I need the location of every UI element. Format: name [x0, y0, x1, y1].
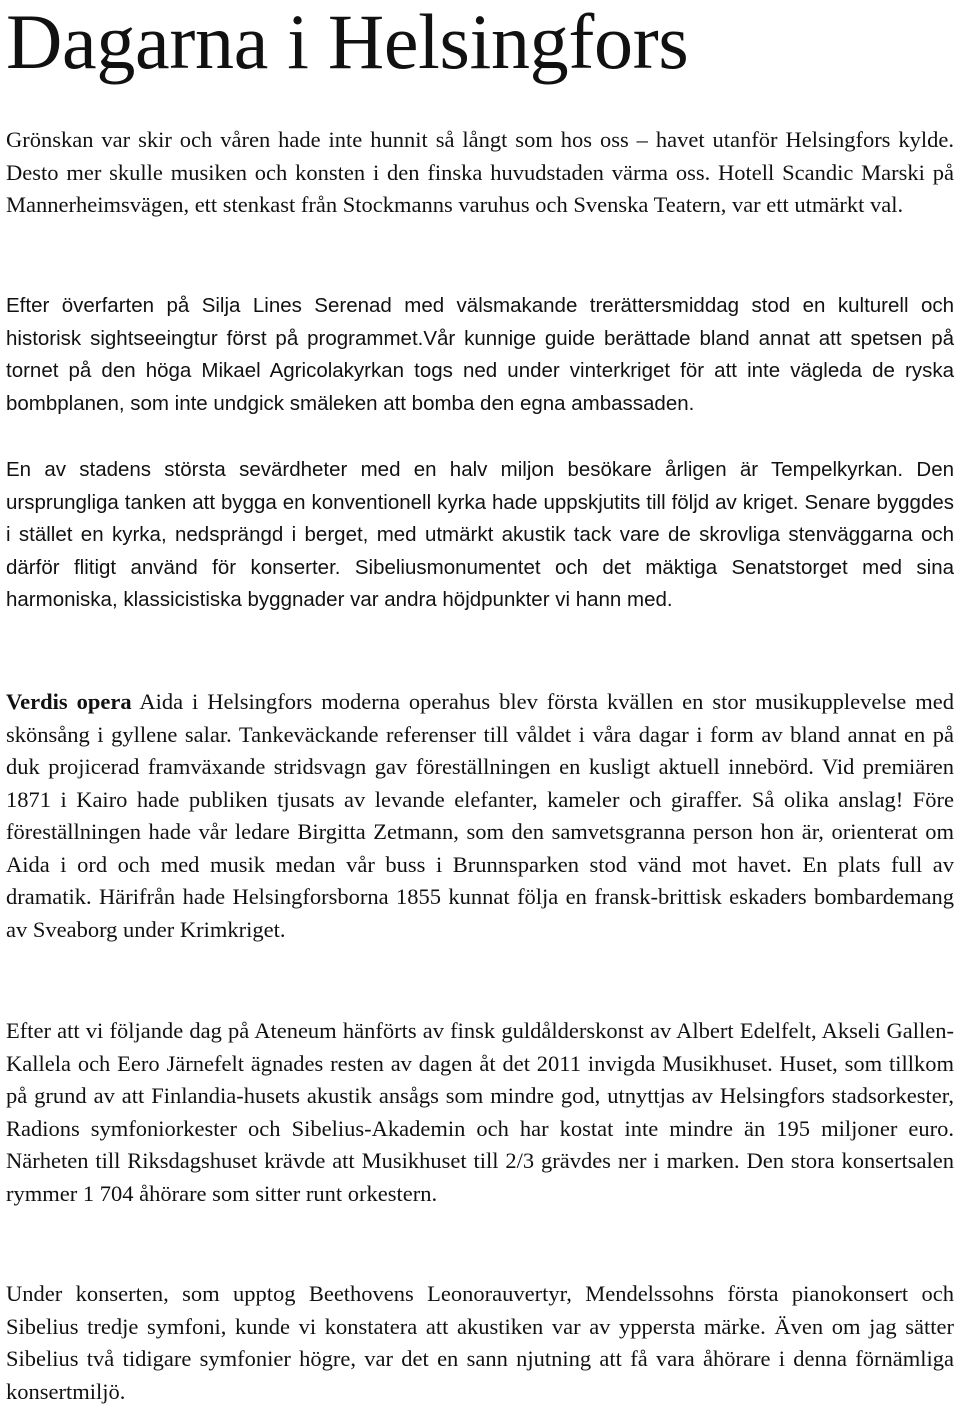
musikhuset-paragraph: Efter att vi följande dag på Ateneum hänförts av finsk guldålderskonst av Albert Edelfelt, Akseli Gallen-Kallela och Eero Järnefelt ägnades resten av dagen åt det 2011 invigda Musikhuset. Huset, som tillkom på grund av att Finlandia-husets akustik ansågs som mindre god, utnyttjas av Helsingfors stadsorkester, Radions symfoniorkester och Sibelius-Akademin och har kostat inte mindre än 195 miljoner euro. Närheten till Riksdagshuset krävde att Musikhuset till 2/3 grävdes ner i marken. Den stora konsertsalen rymmer 1 704 åhörare som sitter runt orkestern. — [6, 1018, 954, 1206]
article — [6, 0, 954, 1404]
concert-paragraph: Under konserten, som upptog Beethovens Leonorauvertyr, Mendelssohns första pianokonsert och Sibelius tredje symfoni, kunde vi konstatera att akustiken var av yppersta märke. Även om jag sätter Sibelius två tidigare symfonier högre, var det en sann njutning att få vara åhörare i denna förnämliga konsertmiljö. — [6, 1281, 954, 1404]
opera-text: Aida i Helsingfors moderna operahus blev första kvällen en stor musikupplevelse med skönsång i gyllene salar. Tankeväckande referenser till våldet i våra dagar i form av bland annat en på duk projicerad framväxande stridsvagn gav föreställningen en kusligt aktuell innebörd. Vid premiären 1871 i Kairo hade publiken tjusats av levande elefanter, kameler och giraffer. Så olika anslag! Före föreställningen hade vår ledare Birgitta Zetmann, som den samvetsgranna person hon är, orienterat om Aida i ord och med musik medan vår buss i Brunnsparken stod vänd mot havet. En plats full av dramatik. Härifrån hade Helsingforsborna 1855 kunnat följa en fransk-brittisk eskaders bombardemang av Sveaborg under Krimkriget. — [6, 689, 954, 942]
intro-paragraph: Grönskan var skir och våren hade inte hunnit så långt som hos oss – havet utanför Helsingfors kylde. Desto mer skulle musiken och konsten i den finska huvudstaden värma oss. Hotell Scandic Marski på Mannerheimsvägen, ett stenkast från Stockmanns varuhus och Svenska Teatern, var ett utmärkt val. — [6, 127, 954, 217]
sightseeing-paragraph: Efter överfarten på Silja Lines Serenad med välsmakande trerättersmiddag stod en kulturell och historisk sightseeingtur först på programmet.Vår kunnige guide berättade bland annat att spetsen på tornet på den höga Mikael Agricolakyrkan togs ned under vinterkriget för att inte vägleda de ryska bombplanen, som inte undgick smäleken att bomba den egna ambassaden. — [6, 294, 954, 415]
article-title: Dagarna i Helsingfors — [6, 0, 689, 85]
tempelkyrkan-paragraph: En av stadens största sevärdheter med en halv miljon besökare årligen är Tempelkyrkan. Den ursprungliga tanken att bygga en konventionell kyrka hade uppskjutits till följd av kriget. Senare byggdes i stället en kyrka, nedsprängd i berget, med utmärkt akustik tack vare de skrovliga stenväggarna och därför flitigt använd för konserter. Sibeliusmonumentet och det mäktiga Senatstorget med sina harmoniska, klassicistiska byggnader var andra höjdpunkter vi hann med. — [6, 458, 954, 611]
opera-lead: Verdis opera — [6, 689, 132, 714]
opera-paragraph — [6, 686, 954, 946]
